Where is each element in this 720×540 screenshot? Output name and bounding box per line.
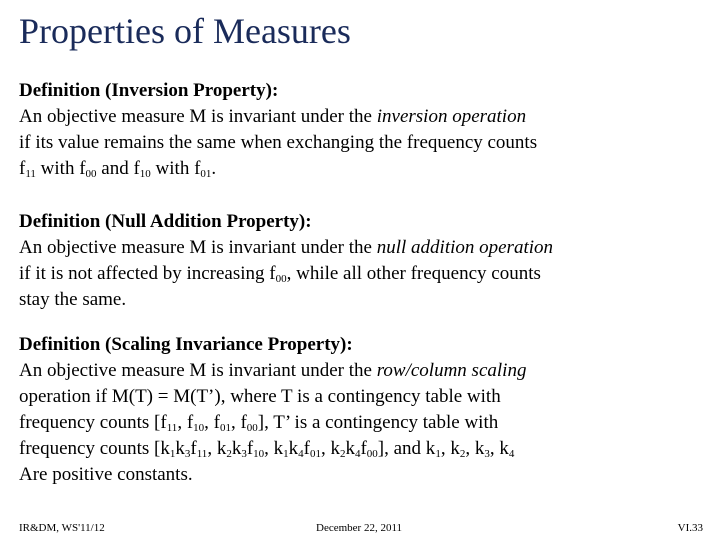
footer-date: December 22, 2011 xyxy=(316,522,403,534)
inversion-line-2: if its value remains the same when exchanging the frequency counts xyxy=(19,132,538,153)
null-addition-line-3: stay the same. xyxy=(19,289,127,310)
null-addition-heading: Definition (Null Addition Property): xyxy=(19,211,312,232)
scaling-line-5: Are positive constants. xyxy=(19,464,193,485)
inversion-line-1: An objective measure M is invariant under the inversion operation xyxy=(19,106,527,127)
null-addition-line-2: if it is not affected by increasing $f_{00}$, while all other frequency counts xyxy=(19,263,541,285)
scaling-line-2: operation if M(T) = M(T’), where T is a contingency table with xyxy=(19,386,501,407)
scaling-line-4: frequency counts [$k_1k_3f_{11}$, $k_2k_3f_{10}$, $k_1k_4f_{01}$, $k_2k_4f_{00}$], and $k_1$, $k_2$, $k_3$, $k_4$ xyxy=(19,438,515,460)
footer-course: IR&DM, WS'11/12 xyxy=(19,522,105,534)
inversion-definition xyxy=(19,78,537,182)
null-addition-line-1: An objective measure M is invariant under the null addition operation xyxy=(19,237,554,258)
scaling-heading: Definition (Scaling Invariance Property): xyxy=(19,334,353,355)
scaling-definition xyxy=(19,332,526,488)
scaling-line-1: An objective measure M is invariant under the row/column scaling xyxy=(19,360,527,381)
inversion-line-3: $f_{11}$ with $f_{00}$ and $f_{10}$ with $f_{01}$. xyxy=(19,158,217,180)
footer-slide-number: VI.33 xyxy=(677,522,703,534)
null-addition-definition xyxy=(19,209,553,313)
slide-title: Properties of Measures xyxy=(19,11,351,51)
scaling-line-3: frequency counts [$f_{11}$, $f_{10}$, $f_{01}$, $f_{00}$], T’ is a contingency table with xyxy=(19,412,499,434)
inversion-heading: Definition (Inversion Property): xyxy=(19,80,279,101)
